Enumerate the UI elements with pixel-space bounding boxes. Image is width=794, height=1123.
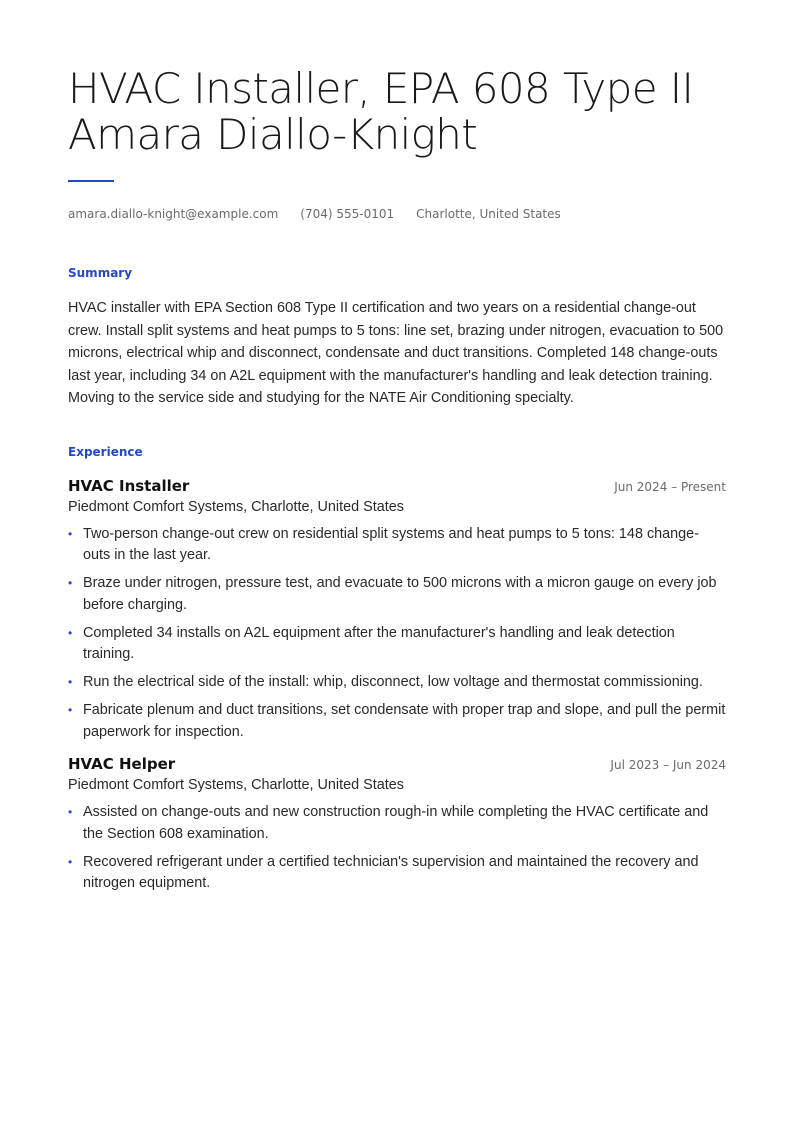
bullet-item: [68, 700, 726, 743]
bullet-text: Run the electrical side of the install: whip, disconnect, low voltage and thermostat commissioning.: [83, 674, 703, 691]
bullet-item: [68, 573, 726, 616]
bullet-text: Completed 34 installs on A2L equipment after the manufacturer's handling and leak detection training.: [83, 624, 675, 663]
bullet-item: [68, 623, 726, 666]
bullet-text: Braze under nitrogen, pressure test, and evacuate to 500 microns with a micron gauge on every job before charging.: [83, 575, 717, 613]
bullet-text: Recovered refrigerant under a certified technician's supervision and maintained the recovery and nitrogen equipment.: [83, 853, 699, 892]
bullet-dot-icon: •: [68, 526, 73, 541]
bullet-item: [68, 852, 726, 895]
bullet-dot-icon: •: [68, 854, 73, 869]
bullet-dot-icon: •: [68, 805, 73, 820]
contact-location: Charlotte, United States: [416, 207, 561, 221]
bullet-dot-icon: •: [68, 576, 73, 591]
job-title: HVAC Installer: [68, 476, 190, 495]
bullet-dot-icon: •: [68, 703, 73, 718]
job-entry: [68, 755, 726, 895]
resume-page: [68, 66, 726, 901]
accent-divider: [68, 180, 114, 182]
job-company: Piedmont Comfort Systems, Charlotte, United States: [68, 777, 404, 794]
bullet-dot-icon: •: [68, 625, 73, 640]
job-dates: Jun 2024 – Present: [614, 479, 726, 494]
bullet-dot-icon: •: [68, 675, 73, 690]
contact-email[interactable]: amara.diallo-knight@example.com: [68, 207, 279, 221]
job-bullets: [68, 524, 726, 744]
headline-title: HVAC Installer, EPA 608 Type II: [68, 64, 694, 113]
bullet-item: [68, 672, 726, 694]
contact-phone[interactable]: (704) 555-0101: [300, 207, 395, 221]
job-dates: Jul 2023 – Jun 2024: [610, 758, 726, 773]
job-entry: [68, 477, 726, 744]
bullet-text: Assisted on change-outs and new construction rough-in while completing the HVAC certificate and the Section 608 examination.: [83, 804, 709, 842]
job-bullets: [68, 802, 726, 895]
candidate-name: Amara Diallo-Knight: [68, 110, 478, 159]
summary-text: HVAC installer with EPA Section 608 Type II certification and two years on a residential change-out crew. Install split systems and heat pumps to 5 tons: line set, brazing under nitrogen, evacuation to 500 microns, electrical whip and disconnect, condensate and duct transitions. Completed 148 change-outs last year, including 34 on A2L equipment with the manufacturer's handling and leak detection training. Moving to the service side and studying for the NATE Air Conditioning specialty.: [68, 300, 724, 407]
resume-headline: [68, 66, 726, 158]
job-company: Piedmont Comfort Systems, Charlotte, United States: [68, 498, 404, 515]
summary-heading: Summary: [68, 266, 133, 280]
contact-row: [68, 207, 726, 221]
bullet-item: [68, 802, 726, 845]
job-title: HVAC Helper: [68, 755, 176, 774]
bullet-text: Two-person change-out crew on residential split systems and heat pumps to 5 tons: 148 change-outs in the last year.: [83, 525, 699, 564]
bullet-item: [68, 524, 726, 567]
experience-heading: Experience: [68, 444, 143, 459]
bullet-text: Fabricate plenum and duct transitions, set condensate with proper trap and slope, and pull the permit paperwork for inspection.: [83, 702, 726, 740]
